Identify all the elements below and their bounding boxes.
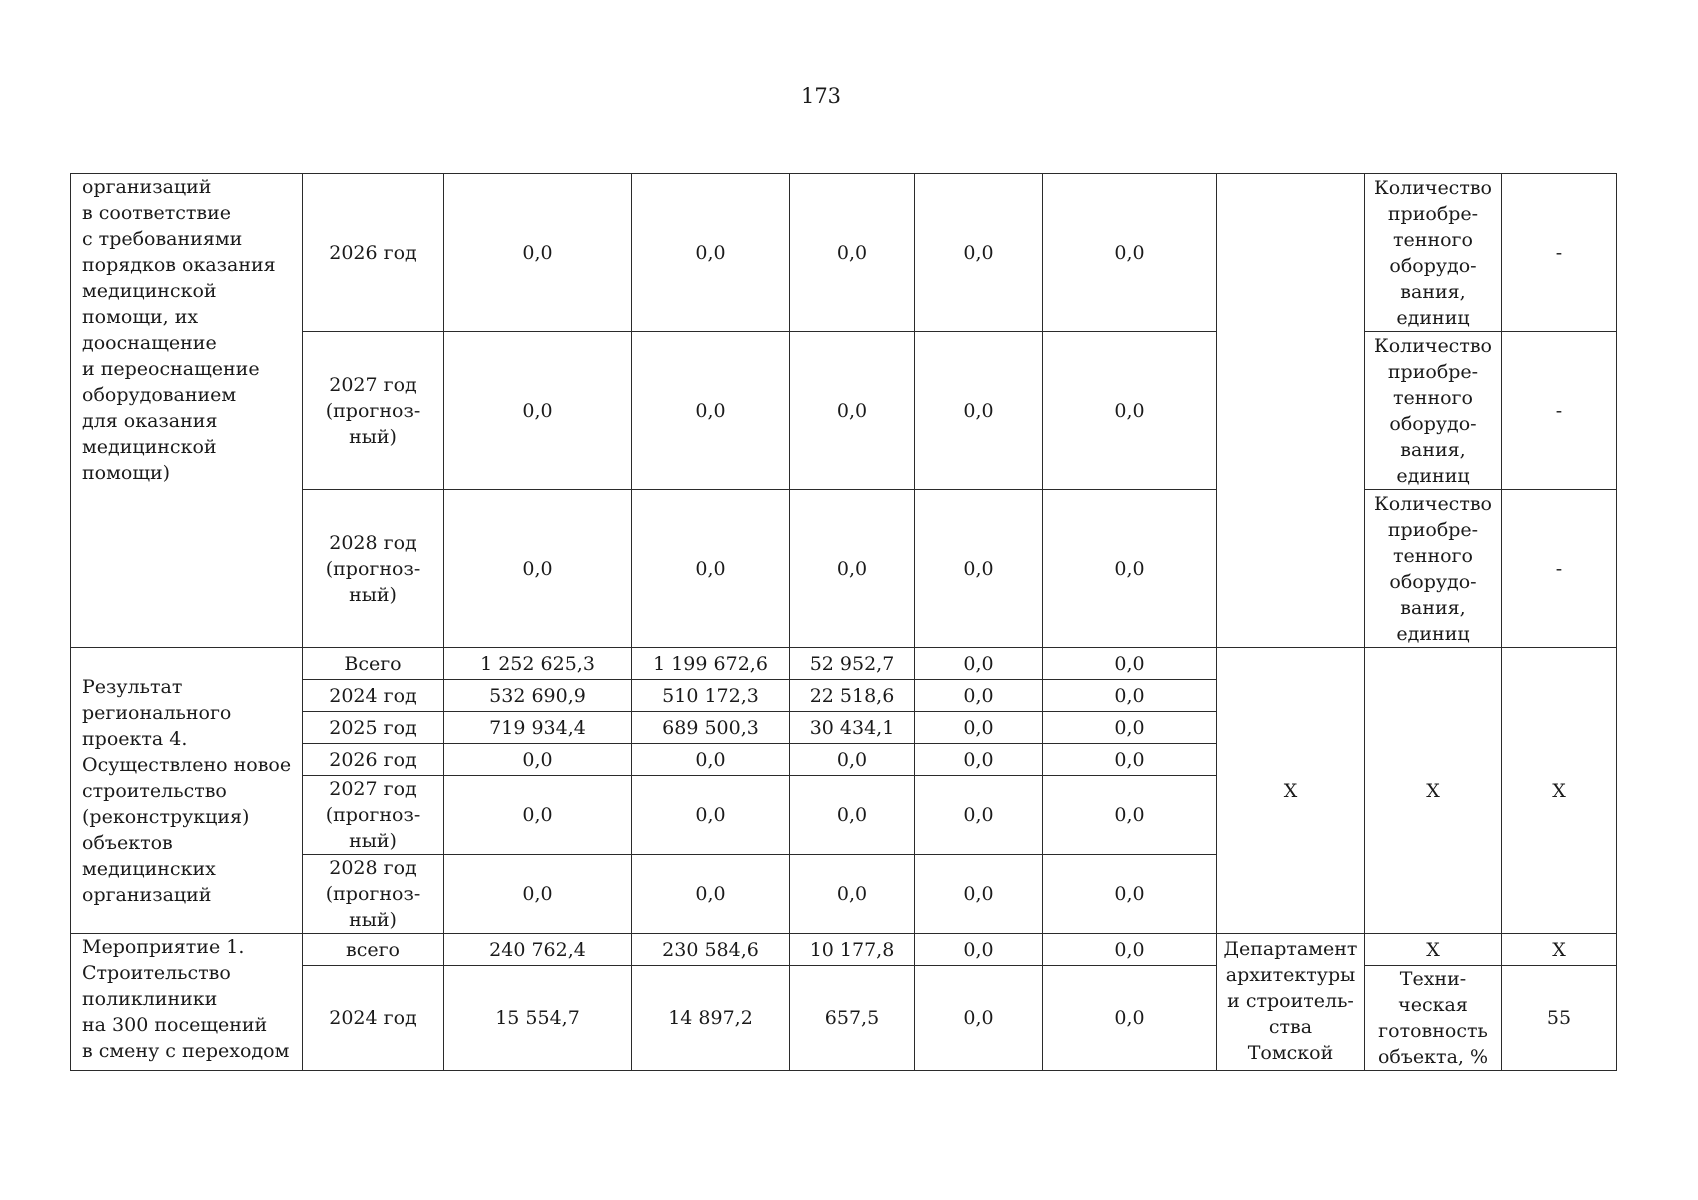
year-cell: [303, 174, 444, 332]
year-cell: [303, 680, 444, 712]
target-cell: -: [1502, 174, 1617, 332]
total-value: 0,0: [444, 174, 632, 332]
year-cell: [303, 744, 444, 776]
table-row: [71, 966, 1617, 1071]
target-cell: 55: [1502, 966, 1617, 1071]
block3-executor-line: ства: [1268, 1016, 1313, 1038]
block1-description-line: помощи): [82, 462, 171, 484]
block1-description-line: медицинской: [82, 280, 217, 302]
total-value: 0,0: [444, 490, 632, 648]
indicator-cell-line: объекта, %: [1377, 1046, 1489, 1068]
block3-executor-line: Томской: [1247, 1042, 1334, 1064]
regional-value: 657,5: [790, 966, 915, 1071]
year-cell-line: 2026 год: [329, 241, 417, 264]
indicator-cell-line: вания,: [1400, 438, 1466, 461]
year-cell-line: 2028 год: [329, 531, 417, 554]
regional-value: 52 952,7: [790, 648, 915, 680]
indicator-cell-line: Х: [1426, 938, 1440, 961]
target-cell: Х: [1502, 934, 1617, 966]
financing-table: [70, 173, 1617, 1071]
block1-description-line: в соответствие: [82, 202, 231, 224]
block2-description: [71, 648, 303, 934]
local-value: 0,0: [915, 648, 1043, 680]
indicator-cell: [1365, 174, 1502, 332]
extra-value: 0,0: [1043, 934, 1217, 966]
block2-description-line: Осуществлено новое: [82, 753, 292, 776]
indicator-cell-line: тенного: [1393, 386, 1473, 409]
local-value: 0,0: [915, 332, 1043, 490]
local-value: 0,0: [915, 490, 1043, 648]
year-cell: [303, 332, 444, 490]
total-value: 240 762,4: [444, 934, 632, 966]
target-cell: -: [1502, 332, 1617, 490]
extra-value: 0,0: [1043, 744, 1217, 776]
total-value: 15 554,7: [444, 966, 632, 1071]
extra-value: 0,0: [1043, 648, 1217, 680]
year-cell-line: Всего: [344, 652, 402, 675]
table-row: [71, 490, 1617, 648]
year-cell: [303, 776, 444, 855]
indicator-cell-line: приобре-: [1387, 518, 1479, 541]
federal-value: 0,0: [632, 744, 790, 776]
target-cell: -: [1502, 490, 1617, 648]
year-cell: [303, 934, 444, 966]
block2-description-line: Результат: [82, 675, 183, 698]
federal-value: 510 172,3: [632, 680, 790, 712]
regional-value: 10 177,8: [790, 934, 915, 966]
extra-value: 0,0: [1043, 332, 1217, 490]
federal-value: 14 897,2: [632, 966, 790, 1071]
local-value: 0,0: [915, 174, 1043, 332]
total-value: 719 934,4: [444, 712, 632, 744]
local-value: 0,0: [915, 744, 1043, 776]
extra-value: 0,0: [1043, 855, 1217, 934]
block1-description-line: оборудованием: [82, 384, 237, 406]
block3-description-line: поликлиники: [82, 988, 218, 1010]
year-cell-line: 2025 год: [329, 716, 417, 739]
block2-description-line: строительство: [82, 779, 227, 802]
block2-description-line: регионального: [82, 701, 232, 724]
table-body: [71, 174, 1617, 1071]
federal-value: 0,0: [632, 174, 790, 332]
extra-value: 0,0: [1043, 174, 1217, 332]
indicator-cell-line: тенного: [1393, 228, 1473, 251]
block3-executor-line: архитектуры: [1225, 964, 1356, 986]
total-value: 0,0: [444, 744, 632, 776]
indicator-cell-line: единиц: [1396, 622, 1470, 645]
year-cell-line: 2024 год: [329, 1007, 417, 1029]
extra-value: 0,0: [1043, 776, 1217, 855]
total-value: 0,0: [444, 855, 632, 934]
indicator-cell-line: единиц: [1396, 306, 1470, 329]
regional-value: 0,0: [790, 744, 915, 776]
table-row: [71, 934, 1617, 966]
block2-indicator-x: Х: [1365, 648, 1502, 934]
federal-value: 0,0: [632, 490, 790, 648]
total-value: 1 252 625,3: [444, 648, 632, 680]
block3-executor-line: и строитель-: [1227, 990, 1354, 1012]
total-value: 0,0: [444, 776, 632, 855]
indicator-cell-line: ческая: [1398, 994, 1468, 1016]
year-cell: [303, 855, 444, 934]
block1-executor: [1217, 174, 1365, 648]
year-cell: [303, 490, 444, 648]
year-cell-line: 2028 год: [329, 857, 417, 879]
local-value: 0,0: [915, 776, 1043, 855]
extra-value: 0,0: [1043, 712, 1217, 744]
regional-value: 0,0: [790, 776, 915, 855]
year-cell-line: ный): [349, 909, 397, 931]
block3-executor: [1217, 934, 1365, 1071]
table-row: [71, 332, 1617, 490]
federal-value: 689 500,3: [632, 712, 790, 744]
year-cell: [303, 966, 444, 1071]
indicator-cell-line: вания,: [1400, 280, 1466, 303]
local-value: 0,0: [915, 680, 1043, 712]
block1-description-line: для оказания: [82, 410, 218, 432]
year-cell-line: (прогноз-: [325, 557, 421, 580]
year-cell-line: ный): [349, 830, 397, 852]
extra-value: 0,0: [1043, 680, 1217, 712]
block1-description-line: порядков оказания: [82, 254, 276, 276]
indicator-cell-line: Количество: [1374, 176, 1492, 199]
year-cell-line: 2026 год: [329, 748, 417, 771]
year-cell: [303, 648, 444, 680]
indicator-cell-line: Количество: [1374, 334, 1492, 357]
block2-description-line: объектов: [82, 831, 173, 854]
federal-value: 1 199 672,6: [632, 648, 790, 680]
block1-description: [71, 174, 303, 648]
indicator-cell-line: оборудо-: [1389, 254, 1477, 277]
block2-description-line: проекта 4.: [82, 727, 188, 750]
regional-value: 0,0: [790, 490, 915, 648]
indicator-cell-line: тенного: [1393, 544, 1473, 567]
indicator-cell: [1365, 934, 1502, 966]
block2-description-line: (реконструкция): [82, 805, 250, 828]
local-value: 0,0: [915, 966, 1043, 1071]
block2-description-line: организаций: [82, 883, 212, 906]
regional-value: 22 518,6: [790, 680, 915, 712]
total-value: 532 690,9: [444, 680, 632, 712]
block2-executor-x: Х: [1217, 648, 1365, 934]
year-cell-line: 2024 год: [329, 684, 417, 707]
year-cell-line: ный): [349, 425, 397, 448]
extra-value: 0,0: [1043, 966, 1217, 1071]
block1-description-line: помощи, их: [82, 306, 199, 328]
year-cell-line: 2027 год: [329, 778, 417, 800]
page-number: 173: [800, 84, 842, 108]
year-cell-line: всего: [346, 938, 400, 961]
block1-description-line: и переоснащение: [82, 358, 260, 380]
year-cell-line: (прогноз-: [325, 883, 421, 905]
block3-description-line: на 300 посещений: [82, 1014, 268, 1036]
federal-value: 0,0: [632, 332, 790, 490]
indicator-cell-line: Техни-: [1399, 968, 1467, 990]
block3-description-line: Строительство: [82, 962, 231, 984]
year-cell-line: ный): [349, 583, 397, 606]
local-value: 0,0: [915, 712, 1043, 744]
regional-value: 0,0: [790, 855, 915, 934]
federal-value: 230 584,6: [632, 934, 790, 966]
indicator-cell-line: оборудо-: [1389, 570, 1477, 593]
indicator-cell: [1365, 966, 1502, 1071]
block1-description-line: организаций: [82, 176, 212, 198]
year-cell-line: (прогноз-: [325, 399, 421, 422]
indicator-cell: [1365, 490, 1502, 648]
table-row: [71, 174, 1617, 332]
block3-description-line: в смену с переходом: [82, 1040, 290, 1062]
indicator-cell-line: приобре-: [1387, 360, 1479, 383]
regional-value: 30 434,1: [790, 712, 915, 744]
table-row: [71, 648, 1617, 680]
indicator-cell: [1365, 332, 1502, 490]
indicator-cell-line: Количество: [1374, 492, 1492, 515]
extra-value: 0,0: [1043, 490, 1217, 648]
year-cell-line: (прогноз-: [325, 804, 421, 826]
indicator-cell-line: вания,: [1400, 596, 1466, 619]
indicator-cell-line: готовность: [1378, 1020, 1488, 1042]
indicator-cell-line: оборудо-: [1389, 412, 1477, 435]
federal-value: 0,0: [632, 855, 790, 934]
block2-target-x: Х: [1502, 648, 1617, 934]
total-value: 0,0: [444, 332, 632, 490]
year-cell: [303, 712, 444, 744]
block3-description: [71, 934, 303, 1071]
regional-value: 0,0: [790, 174, 915, 332]
local-value: 0,0: [915, 855, 1043, 934]
block2-description-line: медицинских: [82, 857, 216, 880]
indicator-cell-line: единиц: [1396, 464, 1470, 487]
regional-value: 0,0: [790, 332, 915, 490]
block1-description-line: дооснащение: [82, 332, 217, 354]
federal-value: 0,0: [632, 776, 790, 855]
block3-executor-line: Департамент: [1223, 938, 1358, 960]
block1-description-line: с требованиями: [82, 228, 243, 250]
block1-description-line: медицинской: [82, 436, 217, 458]
block3-description-line: Мероприятие 1.: [82, 936, 245, 958]
local-value: 0,0: [915, 934, 1043, 966]
indicator-cell-line: приобре-: [1387, 202, 1479, 225]
year-cell-line: 2027 год: [329, 373, 417, 396]
